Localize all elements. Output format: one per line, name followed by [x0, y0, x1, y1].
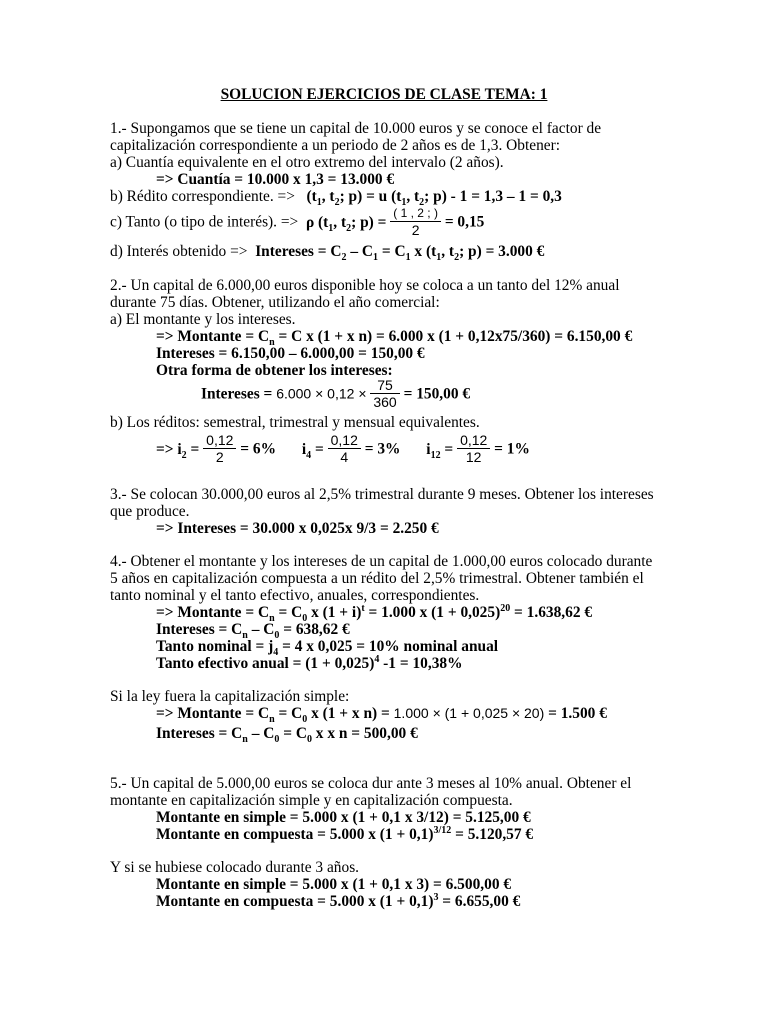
ex2-reditos [156, 432, 530, 466]
ex2-i4: $i_4$ = [301, 440, 324, 461]
ex5-statement-line1: 5.- Un capital de 5.000,00 euros se coloca dur ante 3 meses al 10% anual. Obtener el [110, 775, 632, 792]
ex2-intereses-alt-fraction: $\frac{75}{360}$ [370, 377, 399, 411]
ex2-statement-line1: 2.- Un capital de 6.000,00 euros disponible hoy se coloca a un tanto del 12% anual [110, 277, 620, 294]
ex5-montante-simple-3: Montante en simple = 5.000 x (1 + 0,1 x 3) = 6.500,00 € [156, 876, 512, 893]
ex4-statement-line3: tanto nominal y el tanto efectivo, anuales, correspondientes. [110, 587, 480, 604]
ex1-c-fraction: $\frac{( 1 , 2 ; )}{2}$ [390, 205, 441, 239]
ex1-d-line [110, 243, 545, 264]
ex1-a-label: a) Cuantía equivalente en el otro extremo del intervalo (2 años). [110, 154, 504, 171]
ex1-c-line [110, 205, 484, 239]
ex4-intereses: Intereses = $C_n - C_0 = 638,62$ € [156, 621, 350, 642]
ex2-i4-fraction: $\frac{0,12}{4}$ [328, 432, 361, 466]
ex4-simple-intereses: Intereses = $C_n - C_0 = C_0$ x x n = 500,00 € [156, 725, 418, 746]
ex2-i4-result: = 3% [364, 440, 401, 458]
ex1-d-label: d) Interés obtenido => [110, 243, 248, 260]
ex2-i2-fraction: $\frac{0,12}{2}$ [203, 432, 236, 466]
ex2-i2-result: = 6% [240, 440, 276, 458]
ex4-statement-line2: 5 años en capitalización compuesta a un rédito del 2,5% trimestral. Obtener también el [110, 570, 644, 587]
ex1-b-label: b) Rédito correspondiente. => [110, 188, 295, 205]
ex1-statement-line1: 1.- Supongamos que se tiene un capital de 10.000 euros y se conoce el factor de [110, 120, 602, 137]
ex5-montante-compuesta: Montante en compuesta = 5.000 x $(1 + 0,1)^{3/12} = 5.120,57$ € [156, 824, 534, 843]
ex1-c-label: c) Tanto (o tipo de interés). => [110, 213, 299, 231]
ex3-statement-line1: 3.- Se colocan 30.000,00 euros al 2,5% trimestral durante 9 meses. Obtener los intereses [110, 486, 654, 503]
page-title: SOLUCION EJERCICIOS DE CLASE TEMA: 1 [220, 86, 548, 103]
ex5-tres-anos-label: Y si se hubiese colocado durante 3 años. [110, 859, 360, 876]
ex2-intereses-alt-label: Intereses = [201, 385, 273, 403]
ex5-montante-simple: Montante en simple = 5.000 x (1 + 0,1 x 3/12) = 5.125,00 € [156, 809, 531, 826]
ex4-tanto-nominal: Tanto nominal = $j_4 = 4$ x 0,025 = 10% nominal anual [156, 638, 499, 659]
ex1-statement-line2: capitalización correspondiente a un periodo de 2 años es de 1,3. Obtener: [110, 137, 561, 154]
ex4-tanto-efectivo: Tanto efectivo anual = $(1 + 0,025)^4$ -1 = 10,38% [156, 653, 463, 672]
ex2-intereses-alt-result: = 150,00 € [403, 385, 471, 403]
ex1-c-result: = 0,15 [444, 213, 485, 231]
ex1-b-line [110, 188, 562, 209]
ex2-intereses: Intereses = 6.150,00 – 6.000,00 = 150,00 € [156, 345, 425, 362]
ex3-statement-line2: que produce. [110, 503, 190, 520]
ex1-d-formula: Intereses = $C_2 - C_1 = C_1$ x ($t_1$, $t_2$; p) = 3.000 € [255, 243, 545, 264]
ex2-i12: $i_{12}$ = [426, 440, 454, 461]
ex5-statement-line2: montante en capitalización simple y en capitalización compuesta. [110, 792, 513, 809]
ex4-simple-label: Si la ley fuera la capitalización simple: [110, 688, 350, 705]
ex4-simple-montante: => Montante = $C_n = C_0$ x (1 + x n) = 1.000 × (1 + 0,025 × 20) = 1.500 € [156, 705, 607, 726]
ex2-i12-result: = 1% [494, 440, 530, 458]
ex2-montante: => Montante = $C_n = C$ x (1 + x n) = 6.000 x (1 + 0,12x75/360) = 6.150,00 € [156, 328, 633, 349]
ex2-intereses-alt [201, 377, 470, 411]
ex2-b-label: b) Los réditos: semestral, trimestral y mensual equivalentes. [110, 414, 480, 431]
ex2-intereses-alt-math: 6.000 × 0,12 × [276, 385, 367, 402]
ex2-i12-fraction: $\frac{0,12}{12}$ [457, 432, 490, 466]
ex5-montante-compuesta-3: Montante en compuesta = 5.000 x $(1 + 0,1)^3 = 6.655,00$ € [156, 891, 521, 910]
ex4-montante: => Montante = $C_n = C_0$ x $(1 + i)^t = 1.000$ x $(1 + 0,025)^{20} = 1.638,62$ € [156, 602, 593, 625]
ex3-result: => Intereses = 30.000 x 0,025x 9/3 = 2.250 € [156, 520, 439, 537]
ex2-statement-line2: durante 75 días. Obtener, utilizando el año comercial: [110, 294, 440, 311]
ex1-a-result: => Cuantía = 10.000 x 1,3 = 13.000 € [156, 171, 395, 188]
ex2-a-label: a) El montante y los intereses. [110, 311, 296, 328]
ex4-statement-line1: 4.- Obtener el montante y los intereses de un capital de 1.000,00 euros colocado durante [110, 553, 653, 570]
ex1-c-rho: ρ ($t_1$, $t_2$; p) = [305, 213, 387, 234]
ex2-i2: => $i_2$ = [156, 440, 200, 461]
ex2-otra-forma: Otra forma de obtener los intereses: [156, 362, 393, 379]
ex1-b-formula: ($t_1$, $t_2$; p) = u ($t_1$, $t_2$; p) - 1 = 1,3 – 1 = 0,3 [306, 188, 562, 209]
